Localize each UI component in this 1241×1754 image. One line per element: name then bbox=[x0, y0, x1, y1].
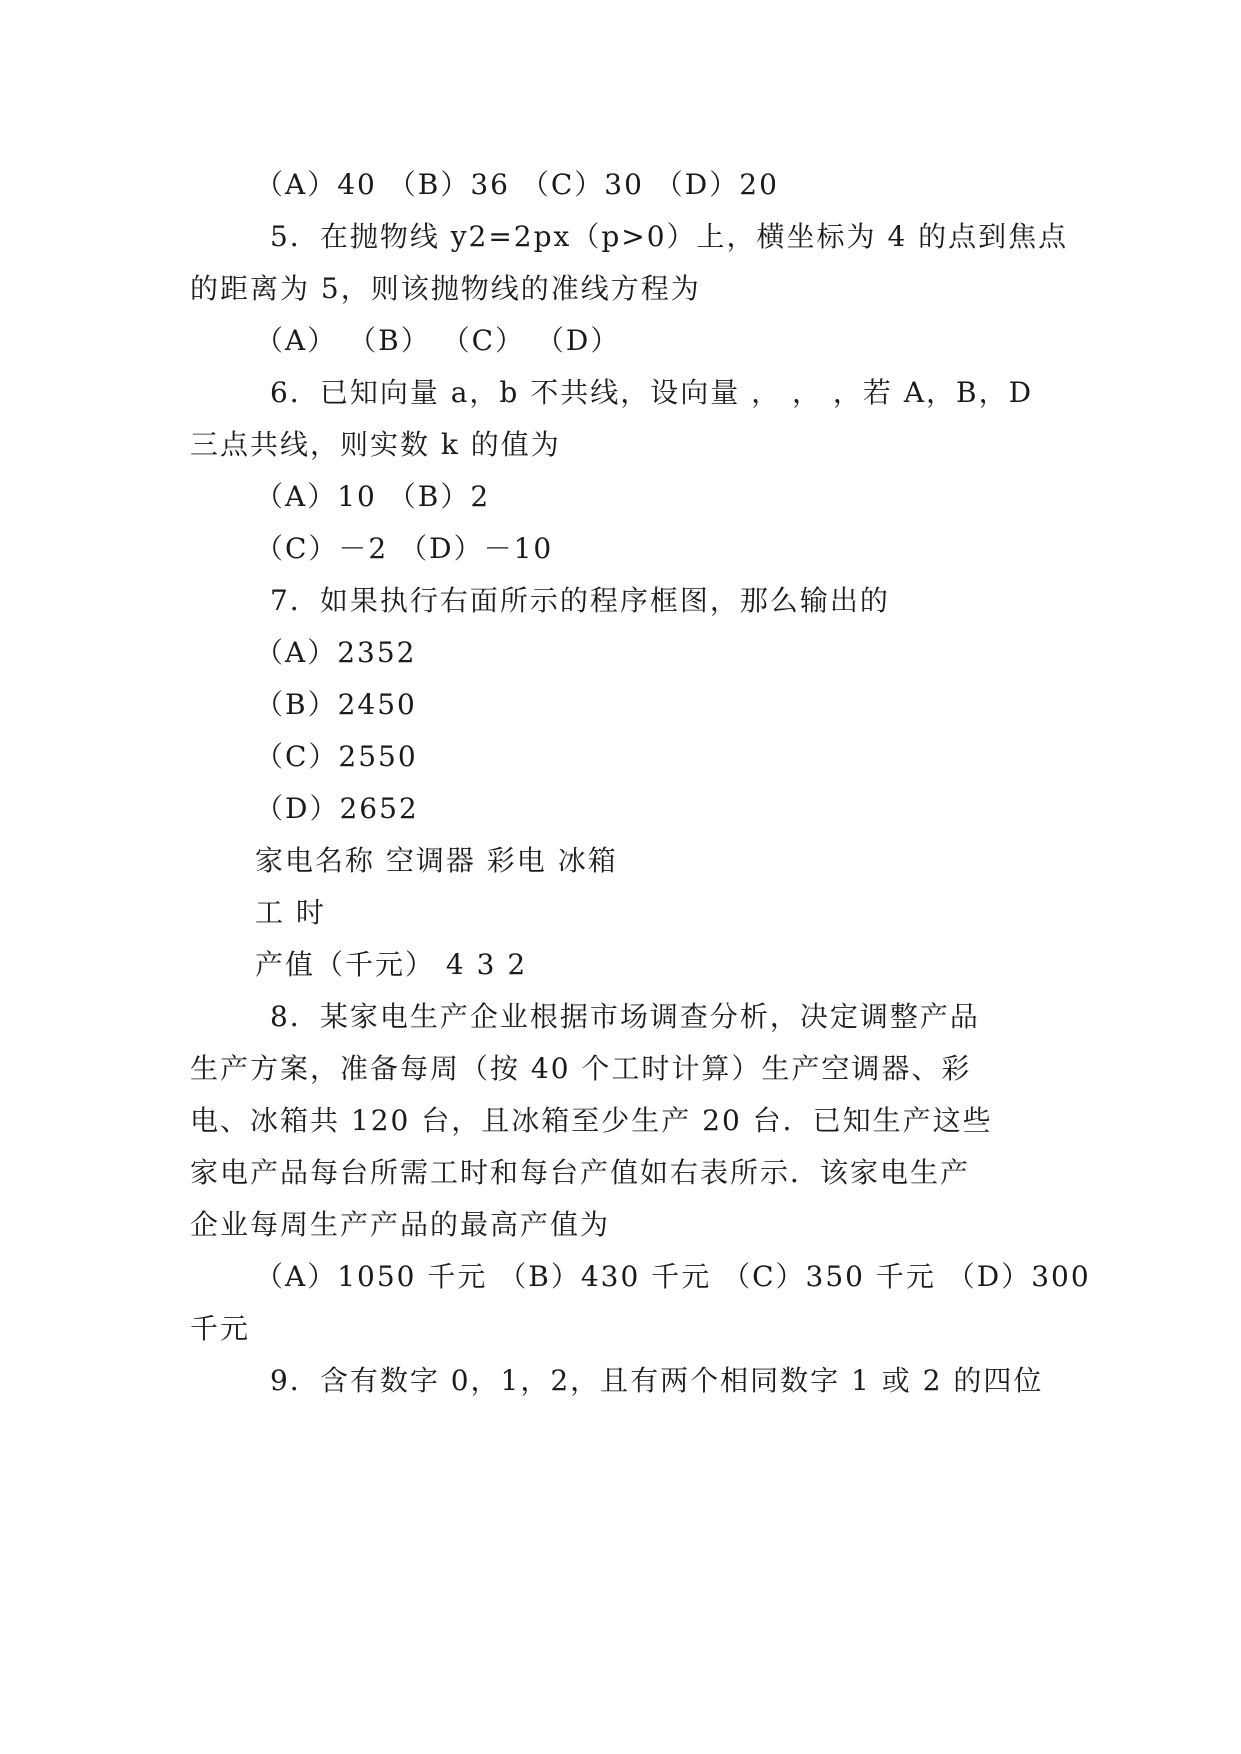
q6-options-line-1: （A）10 （B）2 bbox=[255, 480, 491, 513]
q7-option-a: （A）2352 bbox=[255, 636, 417, 669]
q8-options: （A）1050 千元 （B）430 千元 （C）350 千元 （D）300 bbox=[255, 1260, 1091, 1293]
q8-stem-line-2: 生产方案，准备每周（按 40 个工时计算）生产空调器、彩 bbox=[190, 1052, 972, 1085]
q8-stem-line-5: 企业每周生产产品的最高产值为 bbox=[190, 1208, 611, 1241]
q8-options-wrap: 千元 bbox=[190, 1312, 251, 1345]
table-value-row: 产值（千元） 4 3 2 bbox=[255, 948, 528, 981]
q5-stem-line-2: 的距离为 5，则该抛物线的准线方程为 bbox=[190, 272, 701, 305]
q9-stem-line-1: 9．含有数字 0，1，2，且有两个相同数字 1 或 2 的四位 bbox=[270, 1364, 1044, 1397]
q4-options: （A）40 （B）36 （C）30 （D）20 bbox=[255, 168, 779, 201]
q5-options: （A） （B） （C） （D） bbox=[255, 324, 621, 357]
q8-stem-line-3: 电、冰箱共 120 台，且冰箱至少生产 20 台．已知生产这些 bbox=[190, 1104, 993, 1137]
table-hours-row: 工 时 bbox=[255, 896, 326, 929]
q5-stem-line-1: 5．在抛物线 y2=2px（p>0）上，横坐标为 4 的点到焦点 bbox=[270, 220, 1069, 253]
q6-options-line-2: （C）－2 （D）－10 bbox=[255, 532, 554, 565]
q8-stem-line-1: 8．某家电生产企业根据市场调查分析，决定调整产品 bbox=[270, 1000, 980, 1033]
q8-stem-line-4: 家电产品每台所需工时和每台产值如右表所示．该家电生产 bbox=[190, 1156, 971, 1189]
q7-option-b: （B）2450 bbox=[255, 688, 417, 721]
q7-option-d: （D）2652 bbox=[255, 792, 419, 825]
q7-option-c: （C）2550 bbox=[255, 740, 418, 773]
q6-stem-line-2: 三点共线，则实数 k 的值为 bbox=[190, 428, 561, 461]
q7-stem: 7．如果执行右面所示的程序框图，那么输出的 bbox=[270, 584, 890, 617]
table-header-row: 家电名称 空调器 彩电 冰箱 bbox=[255, 844, 618, 877]
q6-stem-line-1: 6．已知向量 a，b 不共线，设向量 ， ， ，若 A，B，D bbox=[270, 376, 1034, 409]
